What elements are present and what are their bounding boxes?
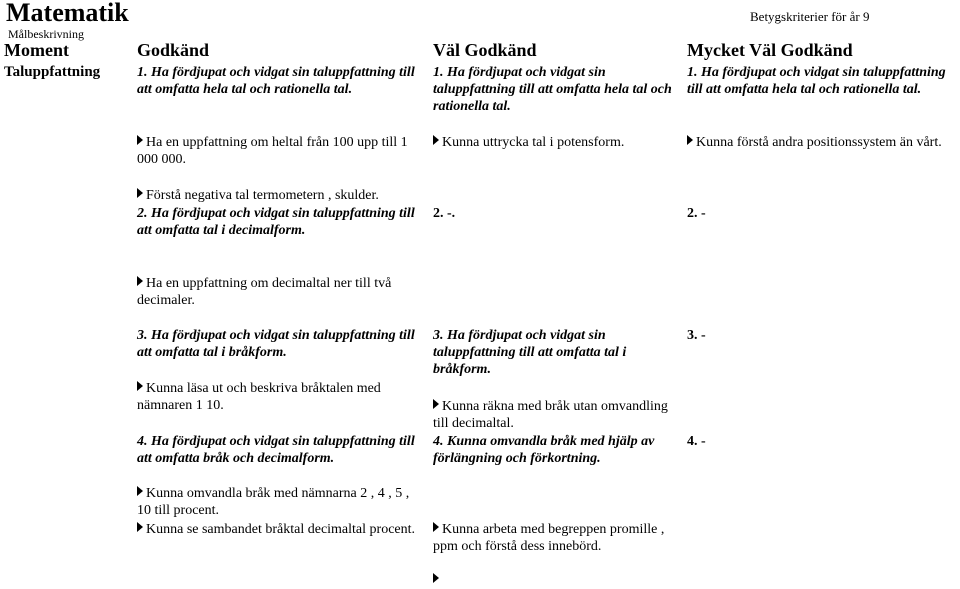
criteria-label: Betygskriterier för år 9 bbox=[750, 9, 870, 24]
bullet-arrow-icon bbox=[433, 135, 439, 145]
column-header-val-godkand: Väl Godkänd bbox=[433, 40, 537, 60]
val-godkand-goal-4: 4. Kunna omvandla bråk med hjälp av förlängning och förkortning. bbox=[433, 434, 655, 466]
bullet-arrow-icon bbox=[433, 399, 439, 409]
bullet-arrow-icon bbox=[137, 276, 143, 286]
bullet-arrow-icon bbox=[687, 135, 693, 145]
godkand-goal-1: 1. Ha fördjupat och vidgat sin taluppfattning till att omfatta hela tal och rationella tal. bbox=[137, 65, 415, 97]
godkand-bullet-2: Förstå negativa tal termometern , skulder. bbox=[137, 187, 422, 204]
godkand-goal-2: 2. Ha fördjupat och vidgat sin taluppfattning till att omfatta tal i decimalform. bbox=[137, 206, 415, 238]
val-godkand-goal-2: 2. -. bbox=[433, 206, 456, 221]
page-subtitle: Målbeskrivning bbox=[8, 27, 84, 41]
godkand-bullet-4: Kunna läsa ut och beskriva bråktalen med nämnaren 1 10. bbox=[137, 381, 381, 413]
column-header-mycket-val-godkand: Mycket Väl Godkänd bbox=[687, 40, 853, 60]
mvg-goal-4: 4. - bbox=[687, 434, 706, 449]
val-godkand-bullet-3: Kunna arbeta med begreppen promille , ppm och förstå dess innebörd. bbox=[433, 522, 665, 554]
mvg-bullet-1: Kunna förstå andra positionssystem än vårt. bbox=[687, 134, 952, 151]
bullet-arrow-icon bbox=[137, 381, 143, 391]
page-title: Matematik bbox=[6, 0, 129, 27]
val-godkand-goal-1: 1. Ha fördjupat och vidgat sin taluppfattning till att omfatta hela tal och rationella tal. bbox=[433, 65, 672, 114]
bullet-arrow-icon bbox=[137, 188, 143, 198]
mvg-goal-1: 1. Ha fördjupat och vidgat sin taluppfattning till att omfatta hela tal och rationella tal. bbox=[687, 65, 946, 97]
val-godkand-bullet-1: Kunna uttrycka tal i potensform. bbox=[433, 134, 678, 151]
godkand-bullet-1: Ha en uppfattning om heltal från 100 upp till 1 000 000. bbox=[137, 135, 408, 167]
bullet-arrow-icon bbox=[433, 522, 439, 532]
val-godkand-goal-3: 3. Ha fördjupat och vidgat sin taluppfattning till att omfatta tal i bråkform. bbox=[433, 328, 627, 377]
val-godkand-bullet-2: Kunna räkna med bråk utan omvandling till decimaltal. bbox=[433, 399, 668, 431]
godkand-bullet-5: Kunna omvandla bråk med nämnarna 2 , 4 , 5 , 10 till procent. bbox=[137, 486, 410, 518]
column-header-godkand: Godkänd bbox=[137, 40, 210, 60]
godkand-bullet-3: Ha en uppfattning om decimaltal ner till två decimaler. bbox=[137, 276, 392, 308]
godkand-bullet-6: Kunna se sambandet bråktal decimaltal procent. bbox=[137, 521, 422, 538]
column-header-moment: Moment bbox=[4, 40, 69, 60]
godkand-goal-4: 4. Ha fördjupat och vidgat sin taluppfattning till att omfatta bråk och decimalform. bbox=[137, 434, 415, 466]
godkand-goal-3: 3. Ha fördjupat och vidgat sin taluppfattning till att omfatta tal i bråkform. bbox=[137, 328, 415, 360]
bullet-arrow-icon bbox=[137, 135, 143, 145]
bullet-arrow-icon bbox=[433, 573, 439, 583]
bullet-arrow-icon bbox=[137, 486, 143, 496]
mvg-goal-3: 3. - bbox=[687, 328, 706, 343]
val-godkand-bullet-empty bbox=[433, 572, 678, 589]
row-label: Taluppfattning bbox=[4, 64, 101, 80]
mvg-goal-2: 2. - bbox=[687, 206, 706, 221]
bullet-arrow-icon bbox=[137, 522, 143, 532]
